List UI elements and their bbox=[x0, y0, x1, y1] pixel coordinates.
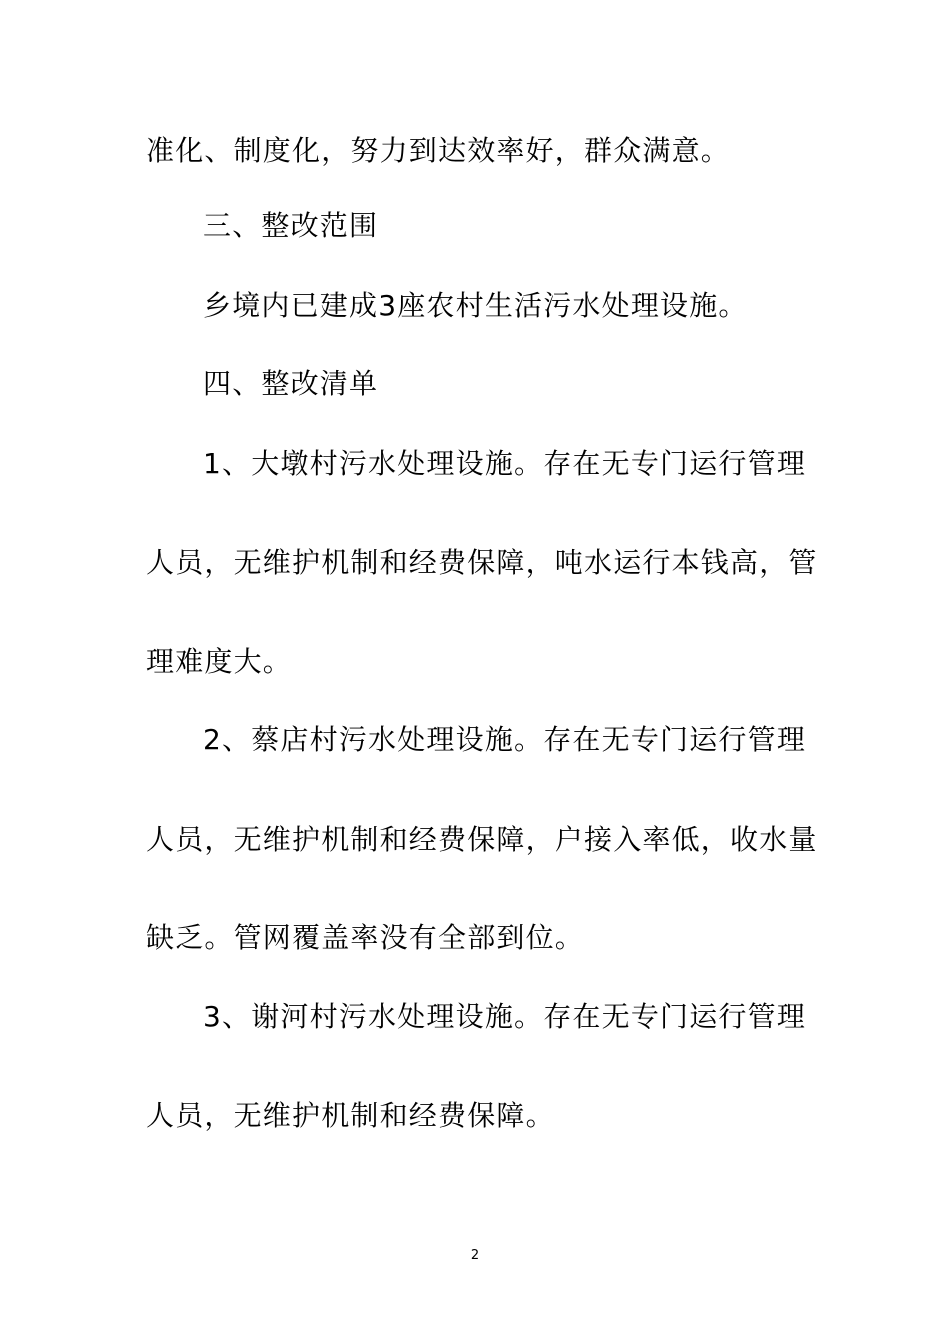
section-heading-list: 四、整改清单 bbox=[203, 367, 379, 400]
list-item-3-line-2: 人员，无维护机制和经费保障。 bbox=[146, 1099, 555, 1132]
list-item-2-line-1: 2、蔡店村污水处理设施。存在无专门运行管理 bbox=[203, 723, 807, 756]
section-heading-scope: 三、整改范围 bbox=[203, 209, 379, 242]
paragraph-line-1: 准化、制度化，努力到达效率好，群众满意。 bbox=[146, 134, 731, 167]
list-item-1-line-2: 人员，无维护机制和经费保障，吨水运行本钱高，管 bbox=[146, 546, 818, 579]
list-item-1-line-1: 1、大墩村污水处理设施。存在无专门运行管理 bbox=[203, 447, 807, 480]
list-item-3-line-1: 3、谢河村污水处理设施。存在无专门运行管理 bbox=[203, 1000, 807, 1033]
list-item-2-line-2: 人员，无维护机制和经费保障，户接入率低，收水量 bbox=[146, 823, 818, 856]
page-number: 2 bbox=[470, 1248, 480, 1263]
list-item-1-line-3: 理难度大。 bbox=[146, 645, 293, 678]
list-item-2-line-3: 缺乏。管网覆盖率没有全部到位。 bbox=[146, 921, 585, 954]
paragraph-scope: 乡境内已建成3座农村生活污水处理设施。 bbox=[203, 289, 748, 322]
